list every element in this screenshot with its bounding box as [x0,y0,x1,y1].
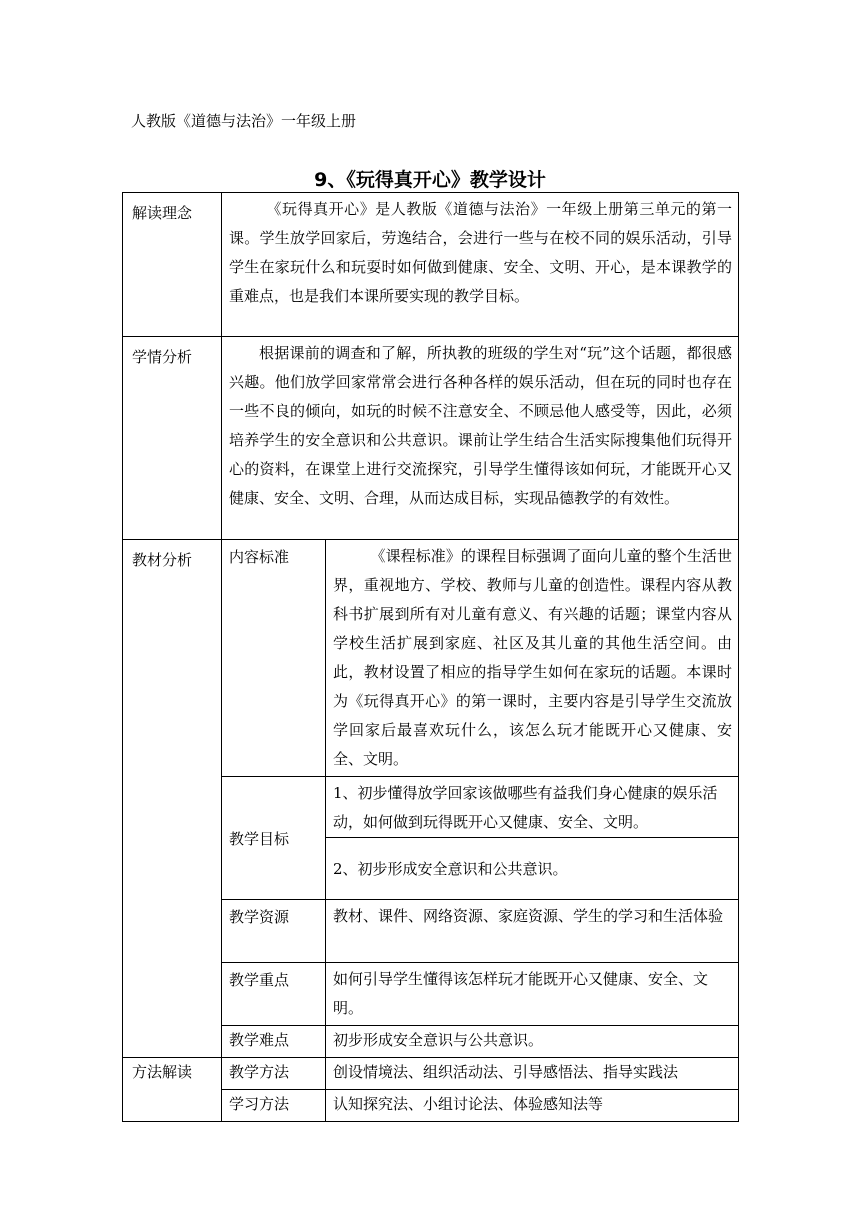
resources-text: 教材、课件、网络资源、家庭资源、学生的学习和生活体验 [333,907,724,925]
interpretation-text-cell [222,193,739,337]
learning-method-text: 认知探究法、小组讨论法、体验感知法等 [333,1095,604,1113]
resources-label: 教学资源 [229,908,290,926]
resources-label-cell [222,900,326,963]
objective-item-2: 2、初步形成安全意识和公共意识。 [333,860,568,878]
row-content-standard [123,540,739,777]
key-points-label: 教学重点 [229,971,290,989]
key-points-text-cell [326,963,739,1026]
material-label-cell [123,540,222,1058]
header-book-line: 人教版《道德与法治》一年级上册 [131,112,357,130]
teaching-method-text: 创设情境法、组织活动法、引导感悟法、指导实践法 [333,1063,679,1081]
lesson-plan-table [122,192,739,1122]
objective-item-1: 1、初步懂得放学回家该做哪些有益我们身心健康的娱乐活动，如何做到玩得既开心又健康、安全、文明。 [326,777,738,838]
key-points-label-cell [222,963,326,1026]
material-analysis-label: 教材分析 [132,551,193,569]
teaching-method-text-cell [326,1058,739,1090]
objectives-text-cell [326,777,739,900]
interpretation-label: 解读理念 [132,204,193,222]
interpretation-text: 《玩得真开心》是人教版《道德与法治》一年级上册第三单元的第一课。学生放学回家后，劳逸结合，会进行一些与在校不同的娱乐活动，引导学生在家玩什么和玩耍时如何做到健康、安全、文明、开心，是本课教学的重难点，也是我们本课所要实现的教学目标。 [229,200,733,305]
learning-method-label-cell [222,1090,326,1122]
methods-label: 方法解读 [132,1063,193,1081]
resources-text-cell [326,900,739,963]
content-standard-text: 《课程标准》的课程目标强调了面向儿童的整个生活世界，重视地方、学校、教师与儿童的创造性。课程内容从教科书扩展到所有对儿童有意义、有兴趣的话题；课堂内容从学校生活扩展到家庭、社区及其儿童的其他生活空间。由此，教材设置了相应的指导学生如何在家玩的话题。本课时为《玩得真开心》的第一课时，主要内容是引导学生交流放学回家后最喜欢玩什么，该怎么玩才能既开心又健康、安全、文明。 [333,547,733,768]
learner-analysis-text: 根据课前的调查和了解，所执教的班级的学生对“玩”这个话题，都很感兴趣。他们放学回家常常会进行各种各样的娱乐活动，但在玩的同时也存在一些不良的倾向，如玩的时候不注意安全、不顾忌他人感受等，因此，必须培养学生的安全意识和公共意识。课前让学生结合生活实际搜集他们玩得开心的资料，在课堂上进行交流探究，引导学生懂得该如何玩，才能既开心又健康、安全、文明、合理，从而达成目标，实现品德教学的有效性。 [229,344,733,507]
interpretation-label-cell [123,193,222,337]
methods-label-cell [123,1058,222,1122]
learner-label-cell [123,337,222,540]
learning-method-text-cell [326,1090,739,1122]
content-standard-label-cell [222,540,326,777]
document-title: 9、《玩得真开心》教学设计 [314,169,546,191]
teaching-method-label: 教学方法 [229,1063,290,1081]
difficulties-text: 初步形成安全意识与公共意识。 [333,1031,544,1049]
row-interpretation [123,193,739,337]
difficulties-text-cell [326,1026,739,1058]
content-standard-text-cell [326,540,739,777]
difficulties-label: 教学难点 [229,1031,290,1049]
row-learner-analysis [123,337,739,540]
teaching-method-label-cell [222,1058,326,1090]
learner-text-cell [222,337,739,540]
learner-analysis-label: 学情分析 [132,348,193,366]
difficulties-label-cell [222,1026,326,1058]
content-standard-label: 内容标准 [229,548,290,566]
row-teaching-method [123,1058,739,1090]
objectives-label: 教学目标 [229,830,290,848]
key-points-text: 如何引导学生懂得该怎样玩才能既开心又健康、安全、文明。 [333,970,709,1017]
learning-method-label: 学习方法 [229,1095,290,1113]
objectives-label-cell [222,777,326,900]
